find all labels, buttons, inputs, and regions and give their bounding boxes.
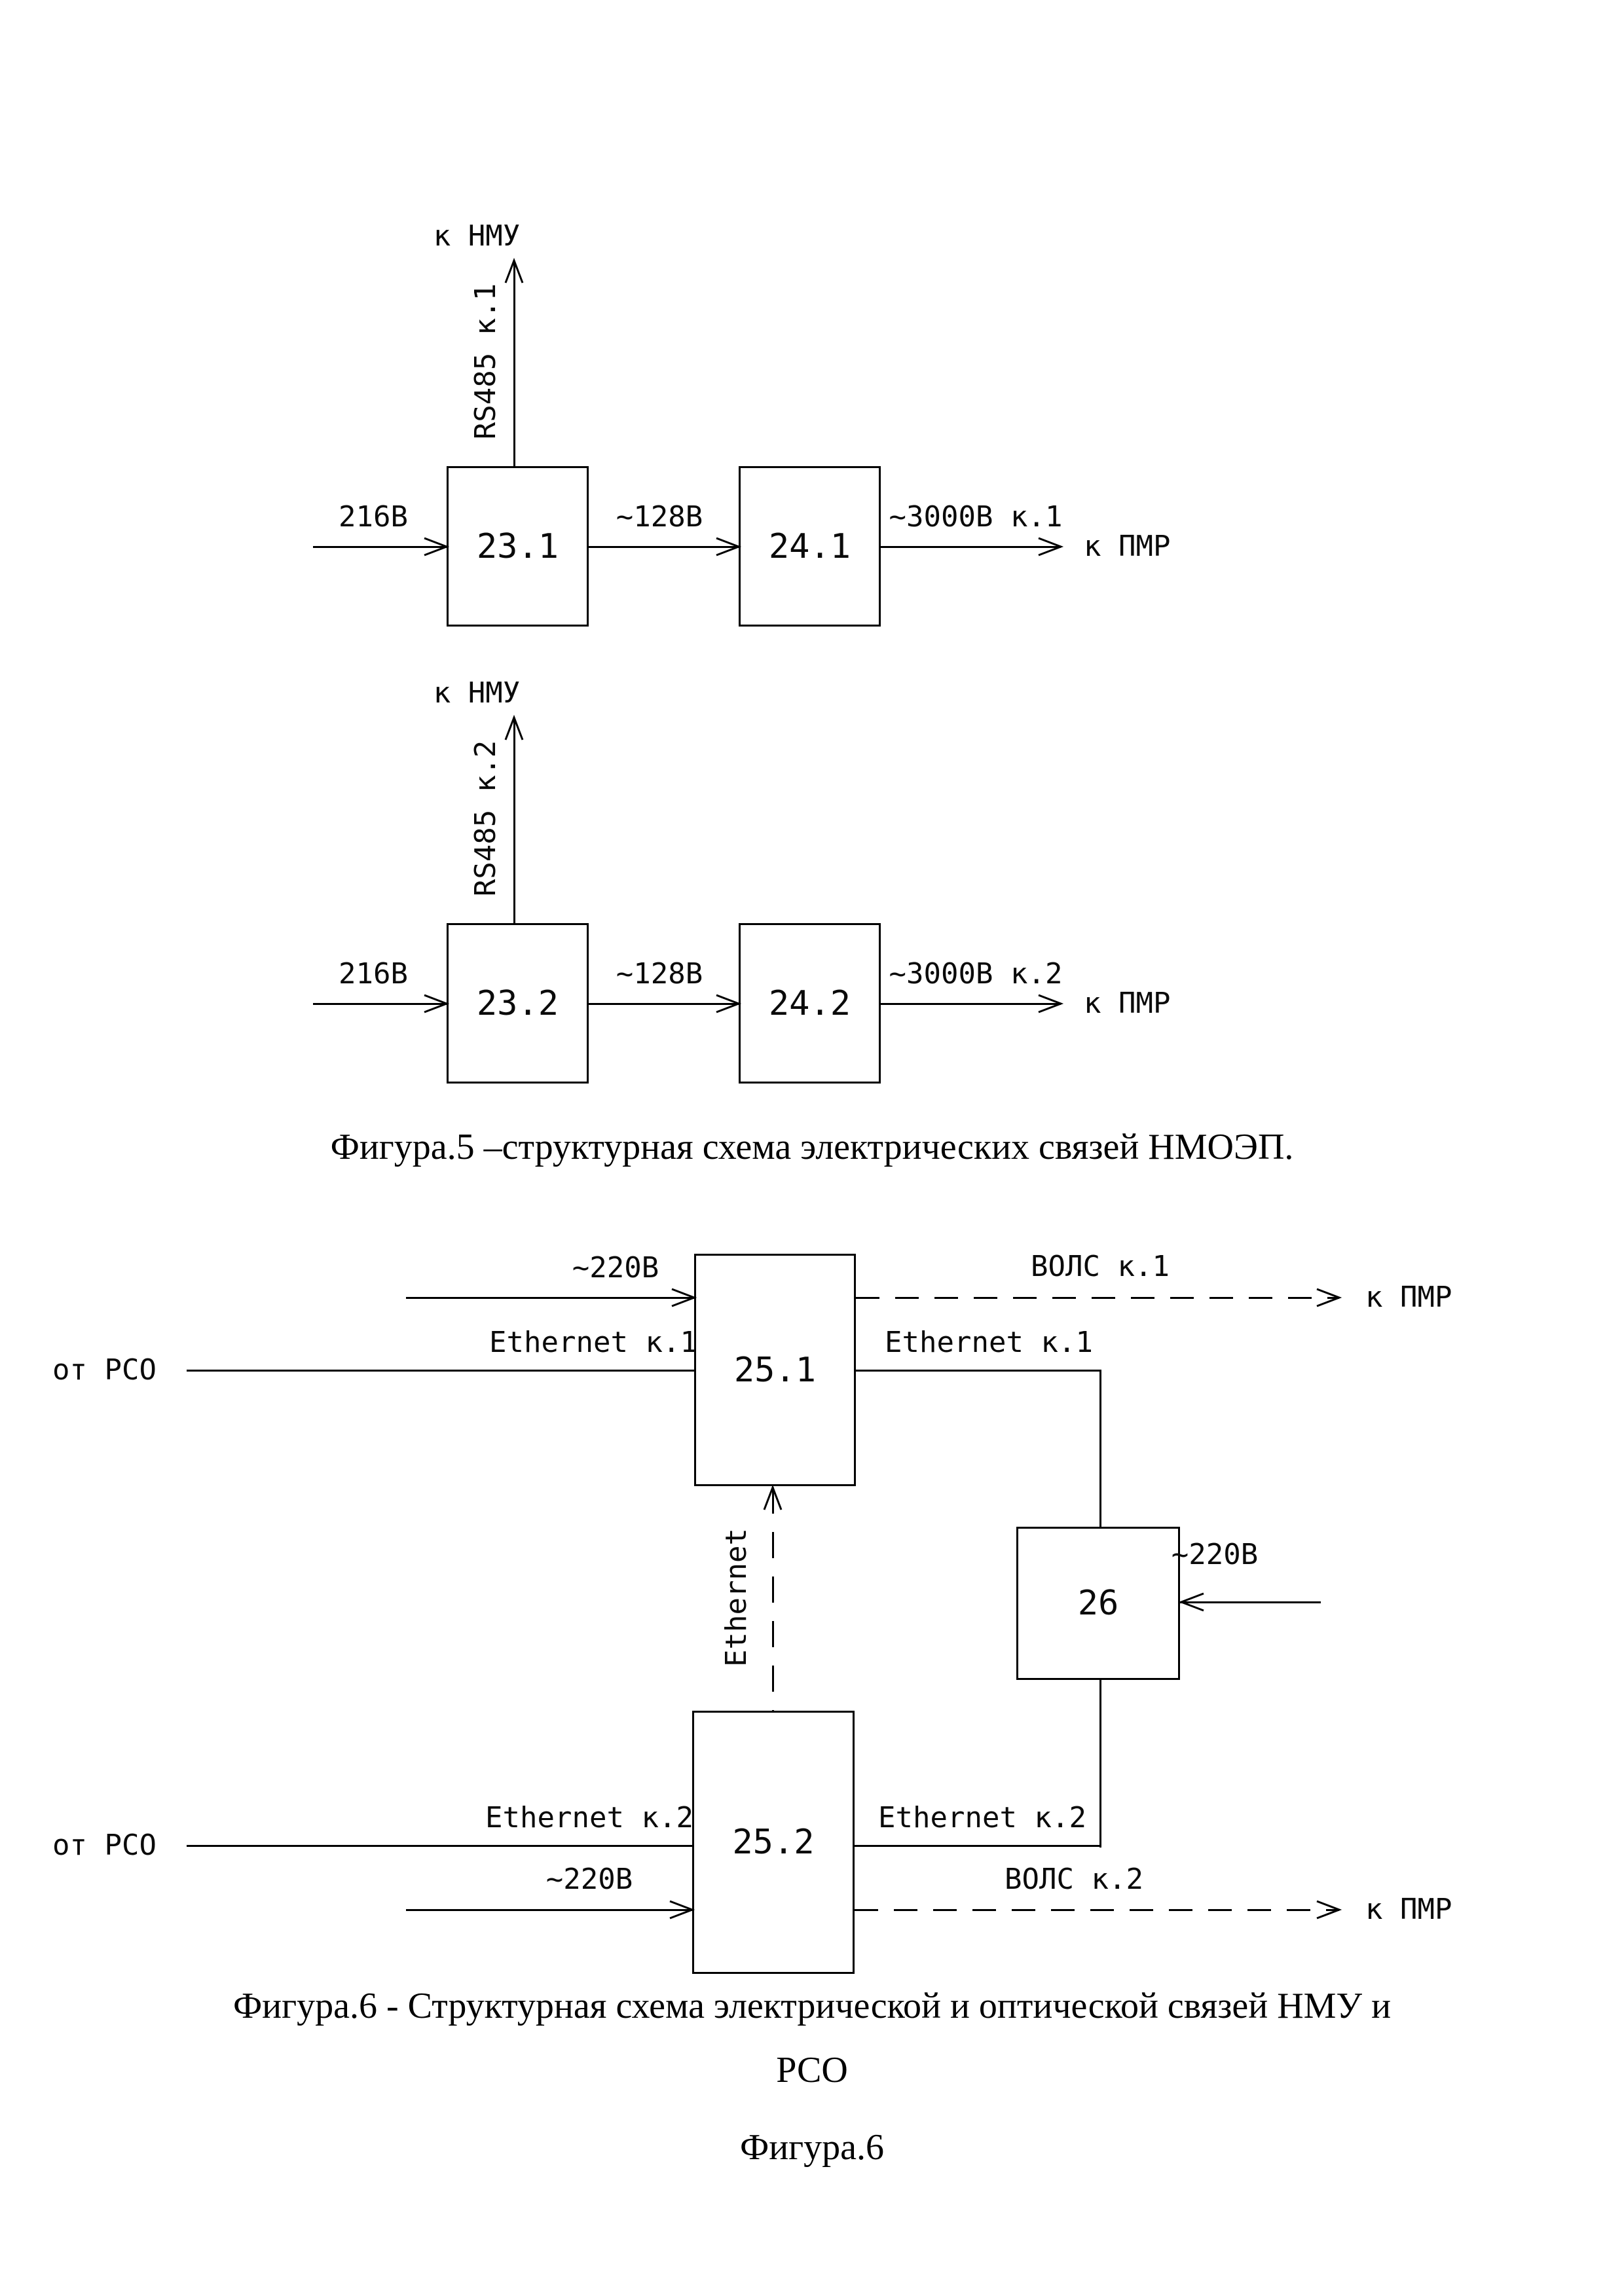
to-pmr-label: к ПМР [1084,530,1171,563]
ethernet-out-drop-k1 [1099,1370,1101,1527]
arrowhead-right-icon [1037,994,1062,1013]
output-voltage-label: ~3000В к.1 [889,500,1063,534]
arrowhead-right-icon [1316,1288,1340,1307]
output-voltage-label: ~3000В к.2 [889,957,1063,991]
arrowhead-right-icon [423,537,448,556]
block-25-1-number: 25.1 [733,1350,817,1390]
arrowhead-right-icon [669,1900,693,1920]
mid-voltage-label: ~128В [616,500,703,534]
vols-label-k2: ВОЛС к.2 [1005,1863,1143,1896]
block-23-2-number: 23.2 [476,983,559,1023]
power-line-k2 [406,1909,692,1911]
arrowhead-right-icon [671,1288,695,1307]
ethernet-in-label-k1: Ethernet к.1 [489,1326,697,1359]
rs485-bus-label: RS485 к.1 [469,283,502,440]
mid-voltage-label: ~128В [616,957,703,991]
input-voltage-label: 216В [339,957,408,991]
arrowhead-right-icon [1316,1900,1340,1920]
arrowhead-up-icon [763,1486,783,1511]
ethernet-in-label-k2: Ethernet к.2 [485,1801,693,1834]
ethernet-out-label-k2: Ethernet к.2 [878,1801,1086,1834]
block-23-1-number: 23.1 [476,526,559,566]
rs485-bus-label: RS485 к.2 [469,740,502,897]
output-line [881,546,1061,548]
arrowhead-up-icon [504,716,524,741]
figure6-caption-line2: РСО [776,2050,848,2090]
to-pmr-label-k2: к ПМР [1365,1893,1452,1926]
ethernet-out-line-k2 [855,1845,1101,1847]
from-rso-label-k1: от РСО [52,1353,157,1387]
rs485-line [513,719,515,923]
arrowhead-up-icon [504,259,524,284]
block-24-1-number: 24.1 [768,526,851,566]
vols-label-k1: ВОЛС к.1 [1031,1250,1170,1283]
vols-line-k2 [855,1909,1339,1911]
ethernet-in-line-k2 [187,1845,692,1847]
power-label-k2: ~220В [545,1863,633,1896]
power-label-k1: ~220В [572,1251,659,1285]
power-label-26: ~220В [1171,1538,1259,1571]
power-line-k1 [406,1297,694,1299]
arrowhead-left-icon [1180,1592,1205,1612]
arrowhead-right-icon [1037,537,1062,556]
input-voltage-label: 216В [339,500,408,534]
arrowhead-right-icon [715,994,740,1013]
vols-line-k1 [856,1297,1339,1299]
to-pmr-label: к ПМР [1084,987,1171,1020]
from-rso-label-k2: от РСО [52,1829,157,1862]
block-26-number: 26 [1077,1584,1119,1623]
output-line [881,1003,1061,1005]
ethernet-in-line-k1 [187,1370,694,1372]
figure5-caption: Фигура.5 –структурная схема электрических связей НМОЭП. [330,1127,1294,1167]
ethernet-out-line-k1 [856,1370,1101,1372]
arrowhead-right-icon [715,537,740,556]
figure6-caption-line1: Фигура.6 - Структурная схема электрической и оптической связей НМУ и [232,1986,1392,2026]
ethernet-link-label: Ethernet [720,1528,753,1667]
to-pmr-label-k1: к ПМР [1365,1281,1452,1314]
ethernet-link-line [772,1487,774,1711]
figure5-row-k2 [0,673,1624,1085]
ethernet-out-label-k1: Ethernet к.1 [885,1326,1093,1359]
to-nmu-label: к НМУ [433,676,521,710]
arrowhead-right-icon [423,994,448,1013]
figure5-row-k1 [0,216,1624,629]
rs485-line [513,262,515,466]
to-nmu-label: к НМУ [433,219,521,253]
block-24-2-number: 24.2 [768,983,851,1023]
figure6-caption-line3: Фигура.6 [739,2127,885,2168]
block-25-2-number: 25.2 [732,1823,815,1862]
